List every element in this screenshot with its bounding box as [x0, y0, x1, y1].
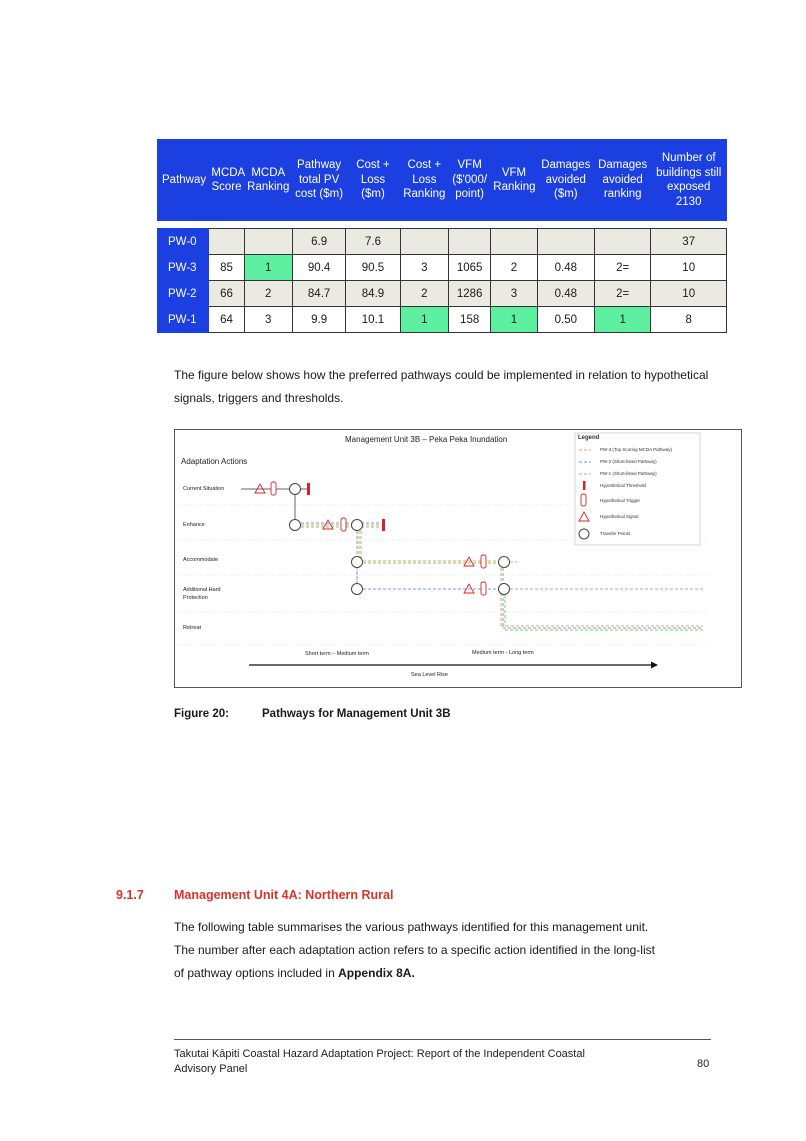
table-cell: 37: [651, 229, 727, 255]
row-label-enhance: Enhance: [183, 522, 205, 528]
table-cell: PW-0: [158, 229, 209, 255]
table-cell: 3: [400, 255, 448, 281]
table-cell: [400, 229, 448, 255]
legend-pw2: PW-2 (Short-listed Pathway): [600, 459, 657, 464]
table-cell: 1286: [449, 281, 491, 307]
col-header: Number of buildings still exposed 2130: [651, 140, 727, 221]
footer-divider: [174, 1039, 711, 1040]
table-cell: 3: [491, 281, 537, 307]
footer-line-1: Takutai Kāpiti Coastal Hazard Adaptation Project: Report of the Independent Coastal: [174, 1048, 585, 1060]
col-header: VFM Ranking: [491, 140, 537, 221]
table-cell: 1: [595, 307, 651, 333]
legend-pw1: PW-1 (Short-listed Pathway): [600, 471, 657, 476]
section-number: 9.1.7: [116, 888, 144, 902]
col-header: MCDA Score: [209, 140, 244, 221]
table-cell: 10: [651, 281, 727, 307]
timeline-medium: Medium term - Long term: [472, 650, 534, 656]
table-header-row: [158, 140, 727, 221]
table-cell: PW-3: [158, 255, 209, 281]
table-cell: 7.6: [346, 229, 400, 255]
table-cell: 90.4: [292, 255, 345, 281]
timeline-short: Short term – Medium term: [305, 651, 369, 657]
table-cell: PW-2: [158, 281, 209, 307]
legend-pw3: PW-3 (Top Scoring MCDA Pathway): [600, 447, 672, 452]
section-title: Management Unit 4A: Northern Rural: [174, 888, 394, 902]
col-header: Cost + Loss ($m): [346, 140, 400, 221]
col-header: Pathway total PV cost ($m): [292, 140, 345, 221]
page-number: 80: [697, 1058, 710, 1070]
table-cell: [537, 229, 594, 255]
table-cell: 10.1: [346, 307, 400, 333]
table-row: [158, 255, 727, 281]
table-cell: 90.5: [346, 255, 400, 281]
actions-heading: Adaptation Actions: [181, 457, 248, 466]
body-line-2: The number after each adaptation action refers to a specific action identified in the long-list: [174, 943, 655, 957]
col-header: Cost + Loss Ranking: [400, 140, 448, 221]
pathways-figure: [174, 429, 742, 688]
row-label-current: Current Situation: [183, 486, 225, 492]
table-cell: [449, 229, 491, 255]
legend-title: Legend: [578, 435, 600, 441]
legend-signal: Hypothetical Signal: [600, 514, 639, 519]
table-cell: 1: [400, 307, 448, 333]
col-header: VFM ($'000/ point): [449, 140, 491, 221]
table-cell: 8: [651, 307, 727, 333]
body-paragraph: [174, 916, 734, 985]
row-label-hard-1: Additional Hard: [183, 587, 221, 593]
col-header: Pathway: [158, 140, 209, 221]
row-label-retreat: Retreat: [183, 625, 202, 631]
row-label-accommodate: Accommodate: [183, 557, 219, 563]
table-cell: 3: [244, 307, 292, 333]
footer-text: [174, 1047, 585, 1077]
table-cell: 9.9: [292, 307, 345, 333]
table-cell: 84.7: [292, 281, 345, 307]
table-cell: 0.50: [537, 307, 594, 333]
table-cell: 2: [491, 255, 537, 281]
figure-title: Management Unit 3B – Peka Peka Inundation: [345, 435, 508, 444]
table-row: [158, 307, 727, 333]
table-cell: 2=: [595, 281, 651, 307]
appendix-reference: Appendix 8A.: [338, 966, 415, 980]
table-cell: PW-1: [158, 307, 209, 333]
table-row: [158, 229, 727, 255]
table-cell: 1: [491, 307, 537, 333]
table-cell: 0.48: [537, 281, 594, 307]
table-cell: 1065: [449, 255, 491, 281]
legend-transfer: Transfer Points: [600, 531, 631, 536]
table-cell: 2: [244, 281, 292, 307]
legend-threshold: Hypothetical Threshold: [600, 483, 646, 488]
table-cell: 66: [209, 281, 244, 307]
col-header: MCDA Ranking: [244, 140, 292, 221]
figure-caption-text: Pathways for Management Unit 3B: [262, 708, 451, 720]
table-cell: 64: [209, 307, 244, 333]
table-cell: 1: [244, 255, 292, 281]
body-line-1: The following table summarises the various pathways identified for this management unit.: [174, 920, 649, 934]
table-cell: [595, 229, 651, 255]
col-header: Damages avoided ranking: [595, 140, 651, 221]
table-cell: 6.9: [292, 229, 345, 255]
intro-paragraph: The figure below shows how the preferred pathways could be implemented in relation to hypothetical signals, triggers and thresholds.: [174, 368, 709, 405]
timeline-axis-label: Sea Level Rise: [411, 672, 448, 678]
col-header: Damages avoided ($m): [537, 140, 594, 221]
table-cell: 85: [209, 255, 244, 281]
table-cell: 158: [449, 307, 491, 333]
pathways-diagram: [175, 430, 741, 687]
footer-line-2: Advisory Panel: [174, 1063, 248, 1075]
table-cell: [209, 229, 244, 255]
table-cell: 0.48: [537, 255, 594, 281]
body-line-3: of pathway options included in: [174, 966, 339, 980]
row-label-hard-2: Protection: [183, 595, 208, 601]
figure-caption-label: Figure 20:: [174, 708, 229, 720]
table-row: [158, 281, 727, 307]
pathways-table: [157, 139, 727, 333]
table-cell: 2=: [595, 255, 651, 281]
table-cell: [491, 229, 537, 255]
legend-trigger: Hypothetical Trigger: [600, 498, 641, 503]
table-cell: 10: [651, 255, 727, 281]
table-cell: [244, 229, 292, 255]
table-cell: 84.9: [346, 281, 400, 307]
table-cell: 2: [400, 281, 448, 307]
